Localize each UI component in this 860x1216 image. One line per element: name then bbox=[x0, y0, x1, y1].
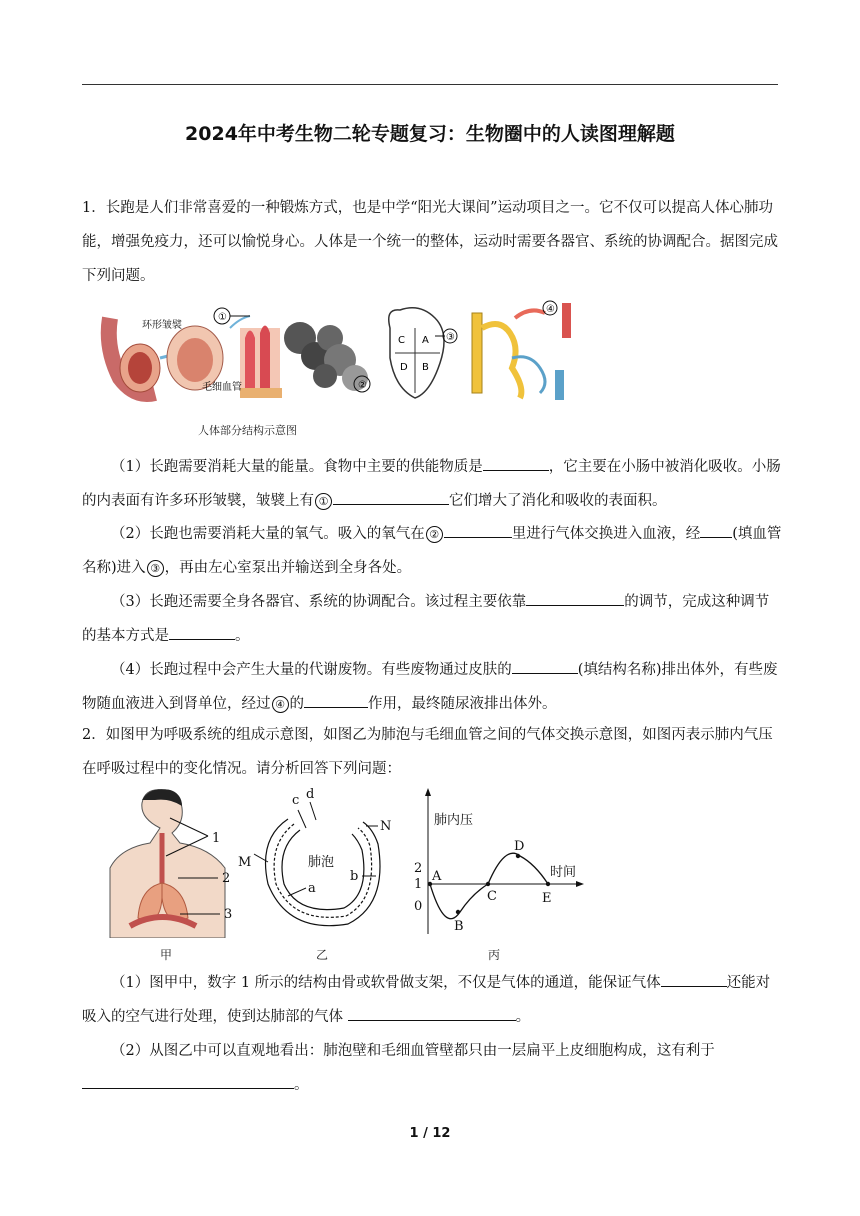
label-4: ④ bbox=[546, 304, 555, 315]
label-yi-a: a bbox=[308, 881, 316, 896]
answer-blank[interactable] bbox=[483, 454, 549, 471]
label-yi-M: M bbox=[238, 855, 252, 870]
q1-sub1 bbox=[82, 450, 782, 518]
q1-sub2-text-b: 里进行气体交换进入血液，经 bbox=[511, 526, 701, 542]
q1-figure-caption: 人体部分结构示意图 bbox=[198, 424, 297, 437]
label-3: ③ bbox=[446, 332, 455, 343]
q1-sub4-text-b: (填结构名称)排出体外，有些废物随血液进入到肾单位，经过 bbox=[82, 662, 778, 712]
label-yi-b: b bbox=[350, 869, 359, 884]
caption-jia: 甲 bbox=[160, 948, 173, 962]
ring-fold-label: 环形皱襞 bbox=[142, 320, 182, 331]
label-yi-d: d bbox=[306, 787, 315, 802]
header-rule bbox=[82, 84, 778, 85]
answer-blank[interactable] bbox=[333, 488, 449, 505]
label-yi-c: c bbox=[292, 793, 300, 808]
bing-ytick-2: 2 bbox=[414, 861, 423, 876]
q1-sub3-text-b: 的调节，完成这种调节的基本方式是 bbox=[82, 594, 770, 644]
q2-sub1-text-a: （1）图甲中，数字 1 所示的结构由骨或软骨做支架，不仅是气体的通道，能保证气体 bbox=[111, 975, 661, 991]
answer-blank[interactable] bbox=[169, 623, 235, 640]
q1-sub3-text-a: （3）长跑还需要全身各器官、系统的协调配合。该过程主要依靠 bbox=[111, 594, 527, 610]
bing-point-D: D bbox=[514, 839, 525, 854]
q2-figure-yi-gas-exchange bbox=[238, 784, 398, 940]
q1-sub4-text-c: 的 bbox=[289, 696, 304, 712]
circled-2: ② bbox=[426, 526, 443, 543]
q1-sub2 bbox=[82, 517, 782, 585]
q2-sub1-text-c: 。 bbox=[515, 1009, 531, 1025]
q1-figure-body-structures bbox=[100, 298, 590, 410]
q2-sub2-text-a: （2）从图乙中可以直观地看出：肺泡壁和毛细血管壁都只由一层扁平上皮细胞构成，这有利于 bbox=[111, 1043, 715, 1059]
bing-point-A: A bbox=[432, 869, 442, 884]
answer-blank[interactable] bbox=[348, 1004, 516, 1021]
label-jia-3: 3 bbox=[224, 907, 233, 922]
q1-sub1-text-a: （1）长跑需要消耗大量的能量。食物中主要的供能物质是 bbox=[111, 459, 483, 475]
caption-bing: 丙 bbox=[488, 948, 501, 962]
q1-sub2-text-d: ，再由左心室泵出并输送到全身各处。 bbox=[164, 560, 412, 576]
circled-4: ④ bbox=[272, 696, 289, 713]
q2-sub2 bbox=[82, 1034, 782, 1102]
answer-blank[interactable] bbox=[304, 691, 368, 708]
bing-ytick-1: 1 bbox=[414, 877, 423, 892]
label-1: ① bbox=[218, 312, 227, 323]
circled-3: ③ bbox=[147, 560, 164, 577]
q1-sub4 bbox=[82, 653, 782, 721]
heart-illustration bbox=[389, 308, 457, 398]
answer-blank[interactable] bbox=[700, 521, 732, 538]
bing-xlabel: 时间 bbox=[550, 865, 577, 880]
page-number: 1 / 12 bbox=[409, 1126, 451, 1141]
bing-ylabel: 肺内压 bbox=[434, 813, 474, 828]
answer-blank[interactable] bbox=[444, 521, 512, 538]
q2-figure-jia-respiratory-system bbox=[100, 788, 250, 938]
answer-blank[interactable] bbox=[661, 970, 727, 987]
q1-sub3 bbox=[82, 585, 782, 653]
q1-sub1-text-c: 它们增大了消化和吸收的表面积。 bbox=[449, 493, 667, 509]
bing-point-C: C bbox=[487, 889, 497, 904]
label-yi-N: N bbox=[380, 819, 392, 834]
label-jia-1: 1 bbox=[212, 831, 221, 846]
bing-point-E: E bbox=[542, 891, 552, 906]
answer-blank[interactable] bbox=[512, 657, 578, 674]
q2-sub1 bbox=[82, 966, 782, 1034]
q2-sub2-text-b: 。 bbox=[294, 1077, 309, 1093]
nephron-illustration bbox=[472, 301, 571, 400]
answer-blank[interactable] bbox=[526, 589, 624, 606]
alveoli-illustration bbox=[284, 322, 370, 392]
caption-yi: 乙 bbox=[316, 948, 329, 962]
label-B: B bbox=[422, 362, 429, 373]
q1-stem: 1．长跑是人们非常喜爱的一种锻炼方式，也是中学“阳光大课间”运动项目之一。它不仅可以提高人体心肺功能，增强免疫力，还可以愉悦身心。人体是一个统一的整体，运动时需要各器官、系统的协调配合。据图完成下列问题。 bbox=[82, 200, 778, 284]
q2-stem: 2．如图甲为呼吸系统的组成示意图，如图乙为肺泡与毛细血管之间的气体交换示意图，如图丙表示肺内气压在呼吸过程中的变化情况。请分析回答下列问题： bbox=[82, 727, 773, 777]
label-A: A bbox=[422, 335, 429, 346]
capillary-label: 毛细血管 bbox=[202, 382, 242, 393]
circled-1: ① bbox=[315, 493, 332, 510]
label-C: C bbox=[398, 335, 405, 346]
q1-sub4-text-a: （4）长跑过程中会产生大量的代谢废物。有些废物通过皮肤的 bbox=[111, 662, 512, 678]
label-jia-2: 2 bbox=[222, 871, 231, 886]
q1-sub2-text-c: (填血管名称)进入 bbox=[82, 526, 782, 576]
answer-blank[interactable] bbox=[82, 1072, 294, 1089]
q1-sub2-text-a: （2）长跑也需要消耗大量的氧气。吸入的氧气在 bbox=[111, 526, 425, 542]
q2-figure-bing-lung-pressure bbox=[408, 784, 588, 940]
bing-point-B: B bbox=[454, 919, 464, 934]
bing-ytick-0: 0 bbox=[414, 899, 423, 914]
label-yi-alveolus: 肺泡 bbox=[308, 855, 335, 870]
q1-sub4-text-d: 作用，最终随尿液排出体外。 bbox=[368, 696, 557, 712]
q1-sub1-text-b: ，它主要在小肠中被消化吸收。小肠的内表面有许多环形皱襞，皱襞上有 bbox=[82, 459, 781, 509]
label-2: ② bbox=[358, 380, 367, 391]
document-title: 2024年中考生物二轮专题复习：生物圈中的人读图理解题 bbox=[185, 123, 675, 145]
q2-sub1-text-b: 还能对吸入的空气进行处理，使到达肺部的气体 bbox=[82, 975, 771, 1025]
q1-sub3-text-c: 。 bbox=[235, 628, 250, 644]
label-D: D bbox=[400, 362, 408, 373]
